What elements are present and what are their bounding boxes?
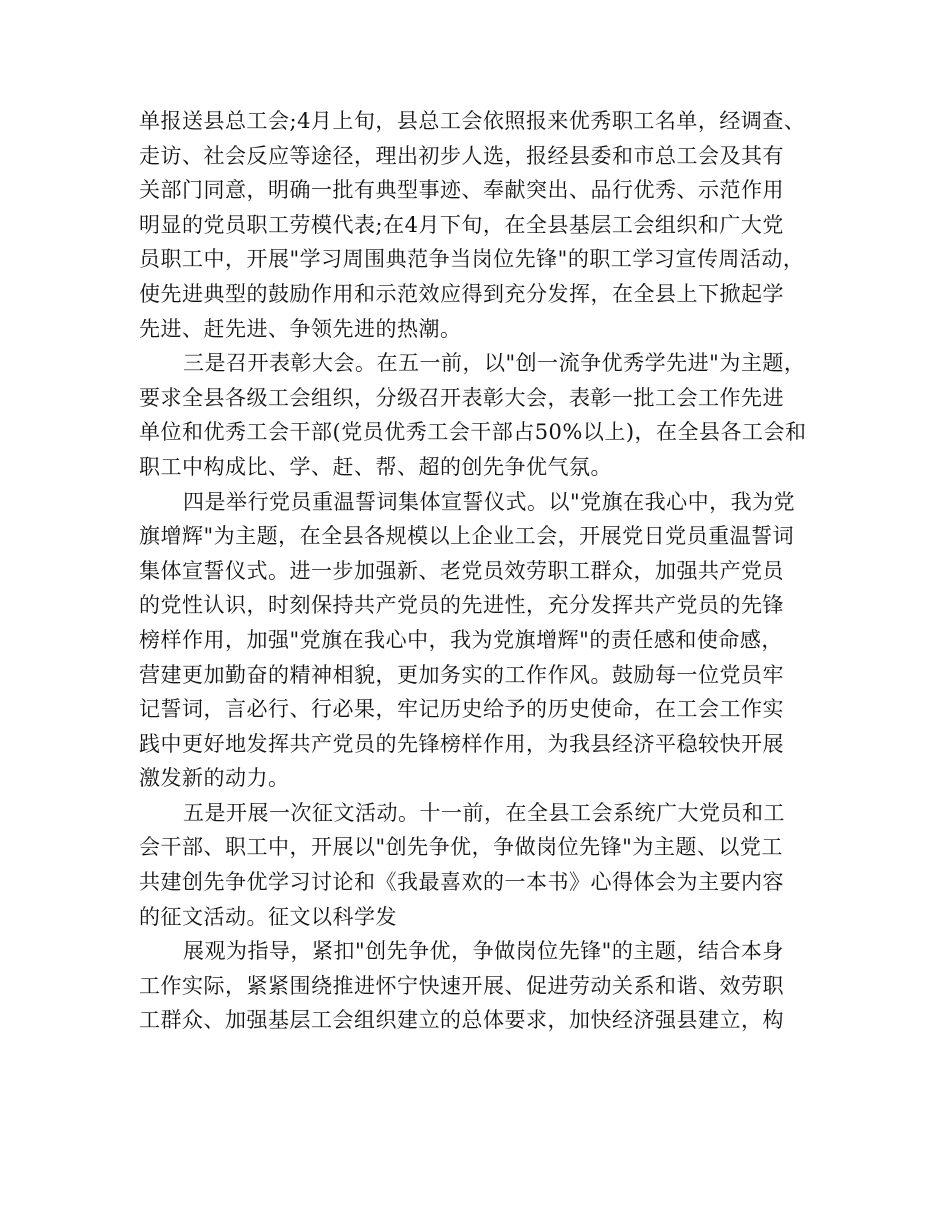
- text-line: 使先进典型的鼓励作用和示范效应得到充分发挥，在全县上下掀起学: [139, 281, 784, 306]
- body-text: [139, 104, 829, 1038]
- text-line: 职工中构成比、学、赶、帮、超的创先争优气氛。: [139, 454, 612, 479]
- text-line: 会干部、职工中，开展以"创先争优，争做岗位先锋"为主题、以党工: [139, 835, 783, 860]
- text-line: 的征文活动。征文以科学发: [139, 904, 397, 929]
- text-line: 先进、赶先进、争领先进的热潮。: [139, 316, 462, 341]
- paragraph-first-line: 四是举行党员重温誓词集体宣誓仪式。以"党旗在我心中，我为党: [183, 489, 796, 514]
- text-line: 集体宣誓仪式。进一步加强新、老党员效劳职工群众，加强共产党员: [139, 558, 784, 583]
- paragraph-first-line: 三是召开表彰大会。在五一前，以"创一流争优秀学先进"为主题，: [183, 351, 806, 376]
- text-line: 要求全县各级工会组织，分级召开表彰大会，表彰一批工会工作先进: [139, 385, 784, 410]
- text-line: 的党性认识，时刻保持共产党员的先进性，充分发挥共产党员的先锋: [139, 593, 784, 618]
- text-line: 激发新的动力。: [139, 766, 290, 791]
- text-line: 营建更加勤奋的精神相貌，更加务实的工作作风。鼓励每一位党员牢: [139, 662, 784, 687]
- text-line: 践中更好地发挥共产党员的先锋榜样作用，为我县经济平稳较快开展: [139, 731, 784, 756]
- paragraph-first-line: 五是开展一次征文活动。十一前，在全县工会系统广大党员和工: [183, 800, 785, 825]
- text-line: 员职工中，开展"学习周围典范争当岗位先锋"的职工学习宣传周活动，: [139, 247, 805, 272]
- text-line: 工群众、加强基层工会组织建立的总体要求，加快经济强县建立，构: [139, 1008, 784, 1033]
- text-line: 走访、社会反应等途径，理出初步人选，报经县委和市总工会及其有: [139, 143, 784, 168]
- text-line: 关部门同意，明确一批有典型事迹、奉献突出、品行优秀、示范作用: [139, 178, 784, 203]
- text-line: 单报送县总工会;4月上旬，县总工会依照报来优秀职工名单，经调查、: [139, 109, 806, 133]
- text-line: 工作实际，紧紧围绕推进怀宁快速开展、促进劳动关系和谐、效劳职: [139, 973, 784, 998]
- text-line: 榜样作用，加强"党旗在我心中，我为党旗增辉"的责任感和使命感，: [139, 627, 783, 652]
- text-line: 共建创先争优学习讨论和《我最喜欢的一本书》心得体会为主要内容: [139, 870, 784, 895]
- text-line: 单位和优秀工会干部(党员优秀工会干部占50%以上)，在全县各工会和: [139, 420, 807, 445]
- text-line: 旗增辉"为主题，在全县各规模以上企业工会，开展党日党员重温誓词: [139, 524, 795, 549]
- text-line: 记誓词，言必行、行必果，牢记历史给予的历史使命，在工会工作实: [139, 697, 784, 722]
- paragraph-first-line: 展观为指导，紧扣"创先争优，争做岗位先锋"的主题，结合本身: [183, 939, 784, 964]
- text-line: 明显的党员职工劳模代表;在4月下旬，在全县基层工会组织和广大党: [139, 212, 784, 237]
